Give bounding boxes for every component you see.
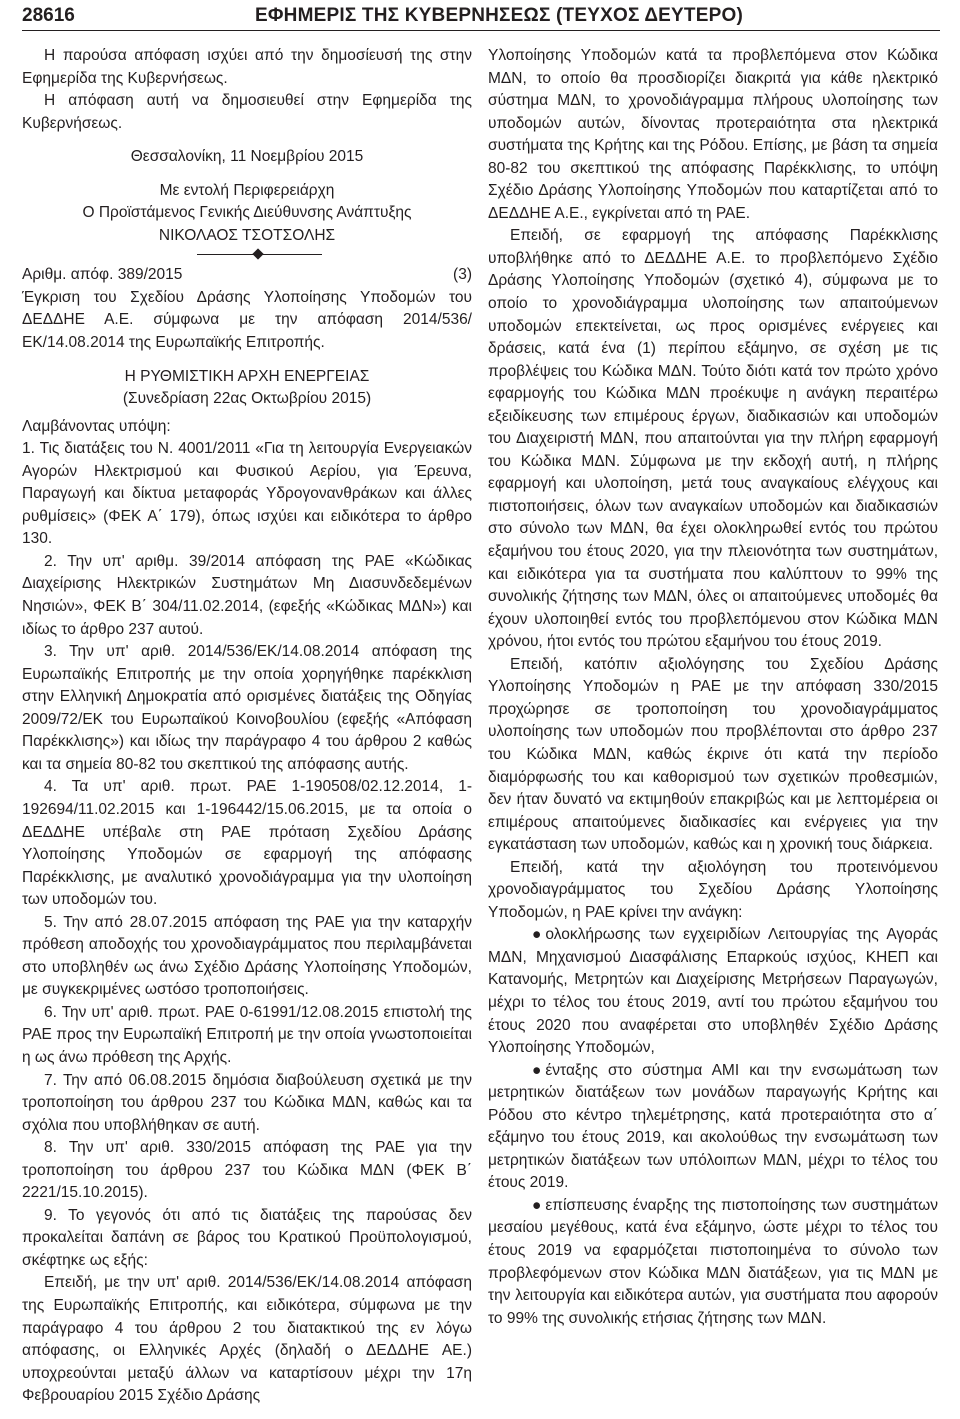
list-item: 9. Το γεγονός ότι από τις διατάξεις της παρούσας δεν προκαλείται δαπάνη σε βάρος του Κρατικού Προϋπολογισμού, σκέφτηκε ως εξής: [22, 1206, 472, 1269]
list-item: 4. Τα υπ' αριθ. πρωτ. ΡΑΕ 1-190508/02.12.2014, 1-192694/11.02.2015 και 1-196442/15.06.2015, με τα οποία ο ΔΕΔΔΗΕ υπέβαλε στη ΡΑΕ πρόταση Σχεδίου Δράσης Υλοποίησης Υποδομών σε εφαρμογή της απόφασης Παρέκκλισης, με αναλυτικό χρονοδιάγραμμα για την υλοποίηση των υποδομών του. [22, 778, 472, 909]
considering-label: Λαμβάνοντας υπόψη: [22, 417, 171, 435]
list-item: 5. Την από 28.07.2015 απόφαση της ΡΑΕ για την καταρχήν πρόθεση αποδοχής του χρονοδιαγράμματος που περιλαμβάνεται στο υποβληθέν ως άνω Σχέδιο Δράσης Υλοποίησης Υποδομών, με συγκεκριμένες ωστόσο τροποποιήσεις. [22, 913, 472, 999]
gazette-title: ΕΦΗΜΕΡΙΣ ΤΗΣ ΚΥΒΕΡΝΗΣΕΩΣ (ΤΕΥΧΟΣ ΔΕΥΤΕΡΟ) [255, 5, 743, 26]
bullet-icon: ● [532, 1196, 542, 1214]
bullet-icon: ● [532, 926, 542, 944]
authority-name: Η ΡΥΘΜΙΣΤΙΚΗ ΑΡΧΗ ΕΝΕΡΓΕΙΑΣ [124, 367, 370, 385]
bullet-text: ένταξης στο σύστημα ΑΜΙ και την ενσωμάτωση των μετρητικών διατάξεων των μονάδων παραγωγής Κρήτης και Ρόδου στο κέντρο τηλεμέτρησης, κατά προτεραιότητα στο α΄ εξάμηνο του έτους 2019, και ακολούθως την ενσωμάτωση των μετρητικών διατάξεων των υπόλοιπων ΜΔΝ, μέχρι το τέλος του έτους 2019. [488, 1061, 938, 1192]
section-divider [22, 248, 472, 262]
decision-sequence: (3) [453, 266, 472, 284]
paragraph: Η παρούσα απόφαση ισχύει από την δημοσίευσή της στην Εφημερίδα της Κυβερνήσεως. [22, 47, 472, 87]
bullet-item [488, 1060, 938, 1195]
paragraph: Υλοποίησης Υποδομών κατά τα προβλεπόμενα στον Κώδικα ΜΔΝ, το οποίο θα προσδιορίζει διακριτά για κάθε ηλεκτρικό σύστημα ΜΔΝ, το χρονοδιάγραμμα πλήρους υλοποίησης των υποδομών αυτών, δίνοντας προτεραιότητα στα ηλεκτρικά συστήματα της Κρήτης και της Ρόδου. Επίσης, με βάση τα σημεία 80-82 του σκεπτικού της απόφασης Παρέκκλισης, το υπόψη Σχέδιο Δράσης Υλοποίησης Υποδομών που καταρτίζεται από το ΔΕΔΔΗΕ Α.Ε., εγκρίνεται από τη ΡΑΕ. [488, 47, 938, 222]
list-item: 7. Την από 06.08.2015 δημόσια διαβούλευση σχετικά με την τροποποίηση του άρθρου 237 του Κώδικα ΜΔΝ, καθώς και τα σχόλια που υποβλήθηκαν σε αυτή. [22, 1071, 472, 1134]
signature-place-date: Θεσσαλονίκη, 11 Νοεμβρίου 2015 [130, 148, 364, 166]
bullet-item [488, 924, 938, 1059]
decision-number: Αριθμ. απόφ. 389/2015 [22, 266, 183, 284]
bullet-icon: ● [532, 1061, 542, 1079]
list-item: 8. Την υπ' αριθ. 330/2015 απόφαση της ΡΑΕ για την τροποποίηση του άρθρου 237 του Κώδικα ΜΔΝ (ΦΕΚ Β΄ 2221/15.10.2015). [22, 1139, 472, 1202]
paragraph: Επειδή, σε εφαρμογή της απόφασης Παρέκκλισης υποβλήθηκε από το ΔΕΔΔΗΕ Α.Ε. το προβλεπόμενο Σχέδιο Δράσης Υλοποίησης Υποδομών (σχετικό 4), σύμφωνα με το οποίο το χρονοδιάγραμμα υλοποίησης των απαιτούμενων υποδομών επεκτείνεται, ως προς ορισμένες ενέργειες και δράσεις, κατά ένα (1) περίπου εξάμηνο, σε σχέση με τις προβλέψεις του Κώδικα ΜΔΝ. Τούτο διότι κατά τον πρώτο χρόνο εφαρμογής του Κώδικα ΜΔΝ προέκυψε η ανάγκη περαιτέρω εξειδίκευσης των επιμέρους έργων, διαδικασιών και υποδομών του Διαχειριστή ΜΔΝ, που απαιτούνται για την πλήρη εφαρμογή του Κώδικα ΜΔΝ. Σύμφωνα με την εκδοχή αυτή, η πλήρης εφαρμογή και υλοποίηση, μετά τους αναγκαίους ελέγχους και πιστοποιήσεις, όλων των αναγκαίων υποδομών και διαδικασιών στο σύνολο των ΜΔΝ, θα έχει ολοκληρωθεί εντός του πρώτου εξαμήνου του έτους 2020, για την πλειονότητα των συστημάτων, και ειδικότερα για τα συστήματα που καλύπτουν το 99% της συνολικής ζήτησης των ΜΔΝ, όλες οι απαιτούμενες υποδομές θα έχουν υλοποιηθεί εντός του προβλεπόμενου στον Κώδικα ΜΔΝ χρόνου, ήτοι εντός του πρώτου εξαμήνου του έτους 2019. [488, 227, 938, 651]
page-number: 28616 [22, 5, 75, 26]
list-item: 6. Την υπ' αριθ. πρωτ. ΡΑΕ 0-61991/12.08.2015 επιστολή της ΡΑΕ προς την Ευρωπαϊκή Επιτροπή με την οποία γνωστοποιείται η ως άνω πρόθεση της Αρχής. [22, 1003, 472, 1066]
signature-order: Με εντολή Περιφερειάρχη [159, 181, 335, 199]
list-item: 2. Την υπ' αριθμ. 39/2014 απόφαση της ΡΑΕ «Κώδικας Διαχείρισης Ηλεκτρικών Συστημάτων Μη Διασυνδεδεμένων Νησιών», ΦΕΚ Β΄ 304/11.02.2014, (εφεξής «Κώδικας ΜΔΝ») και ιδίως το άρθρο 237 αυτού. [22, 552, 472, 638]
list-item: 1. Τις διατάξεις του Ν. 4001/2011 «Για τη λειτουργία Ενεργειακών Αγορών Ηλεκτρισμού και Φυσικού Αερίου, για Έρευνα, Παραγωγή και δίκτυα μεταφοράς Υδρογονανθράκων και άλλες ρυθμίσεις» (ΦΕΚ Α΄ 179), όπως ισχύει και ειδικότερα το άρθρο 130. [22, 440, 472, 548]
left-column [22, 45, 472, 1408]
list-item: 3. Την υπ' αριθ. 2014/536/ΕΚ/14.08.2014 απόφαση της Ευρωπαϊκής Επιτροπής με την οποία χορηγήθηκε παρέκκλιση στην Ελληνική Δημοκρατία από ορισμένες διατάξεις της Οδηγίας 2009/72/ΕΚ του Ευρωπαϊκού Κοινοβουλίου (εφεξής «Απόφαση Παρέκκλισης») και ιδίως την παράγραφο 4 του άρθρου 2 καθώς και τα σημεία 80-82 του σκεπτικού της απόφασης αυτής. [22, 643, 472, 773]
paragraph: Επειδή, με την υπ' αριθ. 2014/536/ΕΚ/14.08.2014 απόφαση της Ευρωπαϊκής Επιτροπής, και ειδικότερα, σύμφωνα με την παράγραφο 4 του άρθρου 2 του διατακτικού της εν λόγω απόφασης, οι Ελληνικές Αρχές (δηλαδή ο ΔΕΔΔΗΕ ΑΕ.) υποχρεούνται μεταξύ άλλων να καταρτίσουν μέχρι την 17η Φεβρουαρίου 2015 Σχέδιο Δράσης [22, 1274, 472, 1405]
page-header [22, 4, 940, 31]
decision-title: Έγκριση του Σχεδίου Δράσης Υλοποίησης Υποδομών του ΔΕΔΔΗΕ Α.Ε. σύμφωνα με την απόφαση 2014/536/ ΕΚ/14.08.2014 της Ευρωπαϊκής Επιτροπής. [22, 288, 472, 352]
paragraph: Η απόφαση αυτή να δημοσιευθεί στην Εφημερίδα της Κυβερνήσεως. [22, 92, 472, 132]
bullet-item [488, 1195, 938, 1330]
decision-heading [22, 264, 472, 287]
session-date: (Συνεδρίαση 22ας Οκτωβρίου 2015) [122, 390, 372, 408]
paragraph: Επειδή, κατά την αξιολόγηση του προτεινόμενου χρονοδιαγράμματος του Σχεδίου Δράσης Υλοποίησης Υποδομών, η ΡΑΕ κρίνει την ανάγκη: [488, 858, 938, 921]
right-column [488, 45, 938, 1330]
paragraph: Επειδή, κατόπιν αξιολόγησης του Σχεδίου Δράσης Υλοποίησης Υποδομών η ΡΑΕ με την απόφαση 330/2015 προχώρησε σε τροποποίηση του χρονοδιαγράμματος υλοποίησης των υποδομών που προβλέπονται στο άρθρο 237 του Κώδικα ΜΔΝ, καθώς έκρινε ότι κατά την περίοδο διαμόρφωσής του και καθορισμού των σχετικών προθεσμιών, δεν ήταν δυνατό να εκτιμηθούν επακριβώς και με λεπτομέρεια οι επιμέρους απαιτούμενες διαδικασίες και ενέργειες για την εγκατάσταση των υποδομών, καθώς και η χρονική τους διάρκεια. [488, 655, 938, 854]
signature-name: ΝΙΚΟΛΑΟΣ ΤΣΟΤΣΟΛΗΣ [158, 226, 336, 244]
bullet-text: ολοκλήρωσης των εγχειριδίων Λειτουργίας της Αγοράς ΜΔΝ, Μηχανισμού Διασφάλισης Επαρκούς ισχύος, ΚΗΕΠ και Κατανομής, Μετρητών και Διαχείρισης Μετρήσεων Παραγωγών, μέχρι το τέλος του έτους 2019, αντί του πρώτου εξαμήνου του έτους 2020 που αναφέρεται στο υποβληθέν Σχέδιο Δράσης Υλοποίησης Υποδομών, [488, 926, 938, 1057]
bullet-text: επίσπευσης έναρξης της πιστοποίησης των συστημάτων μεσαίου μεγέθους, κατά ένα εξάμηνο, ώστε μέχρι το τέλος του έτους 2019 να εφαρμόζεται πιστοποιημένα το σύνολο των προβλεφόμενων στον Κώδικα ΜΔΝ διατάξεων, για τις ΜΔΝ με την λειτουργία και ειδικότερα αυτών, για συστήματα που αφορούν το 99% της συνολικής ετήσιας ζήτησης των ΜΔΝ. [488, 1196, 938, 1327]
signature-role: Ο Προϊστάμενος Γενικής Διεύθυνσης Ανάπτυξης [82, 204, 412, 222]
